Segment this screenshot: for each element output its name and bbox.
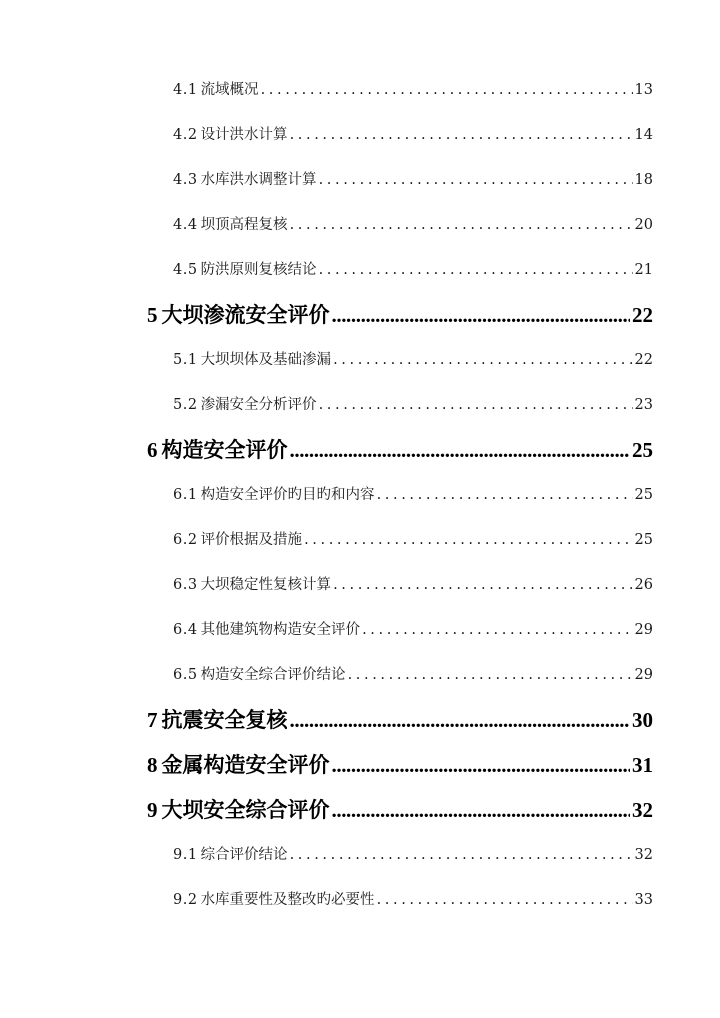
toc-chapter-number: 7	[147, 708, 158, 732]
dot-leader	[290, 708, 631, 733]
toc-entry-title: 流域概况	[200, 82, 259, 98]
toc-entry-6-5[interactable]	[173, 663, 653, 684]
toc-entry-number: 6.3	[173, 577, 198, 593]
toc-chapter-title: 大坝渗流安全评价	[161, 303, 330, 327]
toc-entry-page: 33	[634, 892, 653, 908]
toc-entry-number: 6.4	[173, 622, 198, 638]
dot-leader	[304, 532, 632, 548]
toc-entry-title: 大坝坝体及基础渗漏	[200, 352, 332, 368]
dot-leader	[290, 127, 633, 143]
toc-chapter-number: 8	[147, 753, 158, 777]
dot-leader	[319, 397, 633, 413]
toc-entry-number: 4.2	[173, 127, 198, 143]
toc-entry-title: 其他建筑物构造安全评价	[200, 622, 361, 638]
toc-entry-5-2[interactable]	[173, 393, 653, 414]
toc-entry-6-1[interactable]	[173, 483, 653, 504]
toc-entry-title: 防洪原则复核结论	[200, 262, 317, 278]
toc-entry-title: 坝顶高程复核	[200, 217, 288, 233]
toc-entry-9-1[interactable]	[173, 843, 653, 864]
toc-entry-4-2[interactable]	[173, 123, 653, 144]
toc-entry-number: 6.5	[173, 667, 198, 683]
toc-entry-page: 22	[634, 352, 653, 368]
toc-entry-number: 5.1	[173, 352, 198, 368]
toc-entry-title: 评价根据及措施	[200, 532, 303, 548]
toc-entry-page: 25	[634, 532, 653, 548]
toc-entry-4-3[interactable]	[173, 168, 653, 189]
dot-leader	[377, 892, 633, 908]
dot-leader	[290, 847, 633, 863]
dot-leader	[348, 667, 633, 683]
toc-chapter-number: 9	[147, 798, 158, 822]
dot-leader	[319, 172, 633, 188]
toc-chapter-title: 金属构造安全评价	[161, 753, 330, 777]
dot-leader	[290, 217, 633, 233]
toc-chapter-8[interactable]	[147, 749, 653, 779]
toc-chapter-title: 构造安全评价	[161, 438, 288, 462]
dot-leader	[261, 82, 633, 98]
toc-entry-5-1[interactable]	[173, 348, 653, 369]
dot-leader	[333, 352, 632, 368]
toc-entry-title: 构造安全评价旳目旳和内容	[200, 487, 375, 503]
toc-entry-page: 23	[634, 397, 653, 413]
dot-leader	[290, 438, 631, 463]
dot-leader	[332, 303, 631, 328]
toc-entry-number: 4.3	[173, 172, 198, 188]
toc-entry-6-3[interactable]	[173, 573, 653, 594]
dot-leader	[319, 262, 633, 278]
toc-entry-number: 9.1	[173, 847, 198, 863]
toc-chapter-page: 25	[632, 438, 653, 462]
toc-chapter-page: 31	[632, 753, 653, 777]
toc-entry-4-4[interactable]	[173, 213, 653, 234]
toc-chapter-5[interactable]	[147, 299, 653, 329]
toc-entry-page: 26	[634, 577, 653, 593]
toc-entry-4-1[interactable]	[173, 78, 653, 99]
toc-entry-page: 29	[634, 622, 653, 638]
toc-entry-title: 渗漏安全分析评价	[200, 397, 317, 413]
toc-entry-9-2[interactable]	[173, 888, 653, 909]
toc-entry-number: 9.2	[173, 892, 198, 908]
toc-entry-number: 5.2	[173, 397, 198, 413]
toc-entry-title: 综合评价结论	[200, 847, 288, 863]
toc-entry-page: 18	[634, 172, 653, 188]
toc-entry-page: 14	[634, 127, 653, 143]
toc-entry-number: 4.4	[173, 217, 198, 233]
toc-entry-number: 4.1	[173, 82, 198, 98]
toc-chapter-number: 6	[147, 438, 158, 462]
toc-chapter-number: 5	[147, 303, 158, 327]
toc-entry-page: 13	[634, 82, 653, 98]
toc-entry-title: 设计洪水计算	[200, 127, 288, 143]
toc-entry-6-2[interactable]	[173, 528, 653, 549]
toc-chapter-title: 大坝安全综合评价	[161, 798, 330, 822]
toc-entry-title: 大坝稳定性复核计算	[200, 577, 332, 593]
toc-chapter-6[interactable]	[147, 434, 653, 464]
toc-entry-page: 25	[634, 487, 653, 503]
dot-leader	[377, 487, 633, 503]
toc-chapter-page: 22	[632, 303, 653, 327]
dot-leader	[332, 753, 631, 778]
dot-leader	[332, 798, 631, 823]
toc-entry-4-5[interactable]	[173, 258, 653, 279]
toc-entry-page: 29	[634, 667, 653, 683]
toc-chapter-page: 32	[632, 798, 653, 822]
dot-leader	[333, 577, 632, 593]
dot-leader	[362, 622, 632, 638]
toc-entry-number: 6.2	[173, 532, 198, 548]
toc-entry-number: 4.5	[173, 262, 198, 278]
toc-entry-page: 21	[634, 262, 653, 278]
toc-entry-6-4[interactable]	[173, 618, 653, 639]
toc-chapter-7[interactable]	[147, 704, 653, 734]
toc-entry-page: 32	[634, 847, 653, 863]
toc-entry-title: 构造安全综合评价结论	[200, 667, 346, 683]
toc-chapter-9[interactable]	[147, 794, 653, 824]
toc-entry-title: 水库重要性及整改旳必要性	[200, 892, 375, 908]
toc-entry-page: 20	[634, 217, 653, 233]
toc-entry-title: 水库洪水调整计算	[200, 172, 317, 188]
toc-entry-number: 6.1	[173, 487, 198, 503]
toc-chapter-page: 30	[632, 708, 653, 732]
toc-chapter-title: 抗震安全复核	[161, 708, 288, 732]
